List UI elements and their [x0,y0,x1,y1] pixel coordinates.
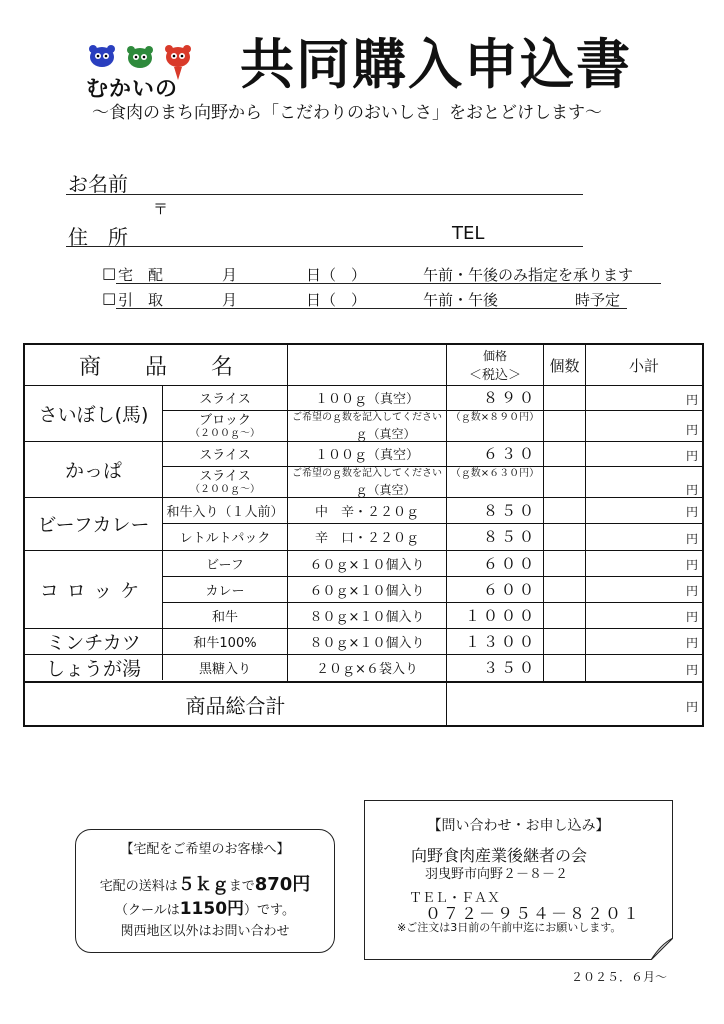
yen-label: 円 [685,532,698,546]
yen-label: 円 [685,700,698,714]
spec-cell: ご希望のｇ数を記入してください [292,468,442,479]
spec-cell: ２０ｇ×６袋入り [316,662,418,677]
product-menchi: ミンチカツ [46,631,141,654]
contact-box [364,800,673,960]
issue-date: ２０２５．６月～ [571,970,668,984]
delivery-label: 宅 配 [118,266,164,284]
spec-cell: ６０ｇ×１０個入り [309,583,425,599]
product-saiboshi: さいぼし(馬) [38,403,149,426]
shipping-title: 【宅配をご希望のお客様へ】 [120,842,290,857]
logo [80,40,200,100]
yen-label: 円 [685,663,698,677]
price-formula-cell: （ｇ数×８９０円） [450,412,540,423]
header-product: 商 品 名 [78,354,233,380]
price-formula-cell: （ｇ数×６３０円） [450,468,540,479]
yen-label: 円 [685,558,698,572]
address-label: 住 所 [68,225,128,249]
contact-note: ※ご注文は3日前の午前中迄にお願いします。 [397,921,622,934]
shipping-text: まで [228,879,255,894]
price-cell: ６００ [482,580,537,599]
yen-label: 円 [685,423,698,437]
spec-cell: １００ｇ（真空） [314,392,419,407]
variant-cell: スライス [199,469,251,484]
variant-cell: 黒糖入り [198,662,251,677]
price-cell: ８９０ [482,389,537,407]
total-label: 商品総合計 [185,693,286,718]
shipping-fee: 870円 [254,874,311,895]
page-title: 共同購入申込書 [240,33,632,96]
product-croquette: コロッケ [39,579,148,602]
price-cell: ６００ [482,554,537,573]
price-cell: ８５０ [482,501,537,520]
pickup-checkbox[interactable]: □ [102,289,117,307]
contact-address: 羽曳野市向野２－８－２ [425,867,569,882]
header-price: 価格 [482,348,507,363]
total-field[interactable] [447,683,702,725]
shipping-text: ）です。 [244,903,296,918]
spec-cell: 辛 口・２２０ｇ [314,531,419,546]
spec-sub-cell: ｇ（真空） [355,482,416,497]
contact-tel: ０７２－９５４－８２０１ [425,904,642,923]
product-ginger: しょうが湯 [45,658,141,680]
delivery-day: 日（ ） [306,266,367,284]
variant-cell: スライス [199,392,251,407]
variant-cell: 和牛100% [193,635,257,651]
pickup-note: 午前・午後 [423,291,499,309]
header-qty: 個数 [549,356,580,375]
shipping-text: （クールは [114,903,180,918]
variant-cell: カレー [205,583,245,599]
order-table [23,343,704,727]
spec-cell: 中 辛・２２０ｇ [314,504,419,520]
header-price-tax: ＜税込＞ [468,367,521,383]
yen-label: 円 [685,393,698,407]
variant-sub-cell: （２００ｇ～） [190,484,260,495]
variant-cell: スライス [199,448,251,463]
shipping-info-box [75,829,335,953]
shipping-weight: ５ｋｇ [177,875,229,895]
variant-cell: 和牛 [211,609,238,625]
postal-mark: 〒 [153,200,169,218]
delivery-underline[interactable] [116,283,661,284]
spec-cell: １００ｇ（真空） [314,448,419,463]
page-curl-icon [651,938,673,960]
yen-label: 円 [685,610,698,624]
tel-label: TEL [452,223,485,244]
price-cell: １３００ [464,632,537,651]
spec-cell: ご希望のｇ数を記入してください [292,412,442,423]
name-field[interactable] [66,194,583,195]
shipping-line-2 [76,894,334,919]
product-curry: ビーフカレー [37,514,150,536]
pickup-label: 引 取 [118,291,164,309]
price-cell: ３５０ [482,659,537,677]
variant-cell: ブロック [199,413,251,428]
yen-label: 円 [685,584,698,598]
price-cell: ８５０ [482,528,537,546]
spec-cell: ６０ｇ×１０個入り [309,557,425,573]
pickup-underline[interactable] [116,308,627,309]
delivery-note: 午前・午後のみ指定を承ります [423,266,634,284]
shipping-text: 宅配の送料は [99,879,178,894]
delivery-month: 月 [222,266,238,284]
delivery-checkbox[interactable]: □ [102,264,117,282]
pickup-month: 月 [222,291,238,309]
yen-label: 円 [685,483,698,497]
shipping-line-3: 関西地区以外はお問い合わせ [120,924,290,939]
contact-tel-label: ＴＥＬ・ＦＡＸ [409,891,501,906]
variant-sub-cell: （２００ｇ～） [190,428,260,439]
header-subtotal: 小計 [628,356,659,375]
page-subtitle: ～食肉のまち向野から「こだわりのおいしさ」をおとどけします～ [92,103,602,123]
address-field[interactable] [66,246,583,247]
shipping-line-1 [76,870,334,896]
variant-cell: レトルトパック [179,531,271,546]
name-label: お名前 [68,172,128,196]
price-cell: １０００ [464,606,537,625]
price-cell: ６３０ [482,445,537,463]
variant-cell: 和牛入り（１人前） [166,504,284,520]
variant-cell: ビーフ [206,557,244,573]
contact-title: 【問い合わせ・お申し込み】 [427,818,610,834]
pickup-day: 日（ ） [306,291,367,309]
spec-sub-cell: ｇ（真空） [355,426,416,441]
yen-label: 円 [685,449,698,463]
spec-cell: ８０ｇ×１０個入り [309,635,425,651]
product-kappa: かっぱ [64,459,122,482]
contact-org: 向野食肉産業後継者の会 [411,846,588,865]
spec-cell: ８０ｇ×１０個入り [309,609,425,625]
yen-label: 円 [685,636,698,650]
shipping-cool-fee: 1150円 [179,899,245,919]
logo-text: むかいの [86,77,179,102]
pickup-time: 時予定 [575,291,621,309]
yen-label: 円 [685,505,698,519]
